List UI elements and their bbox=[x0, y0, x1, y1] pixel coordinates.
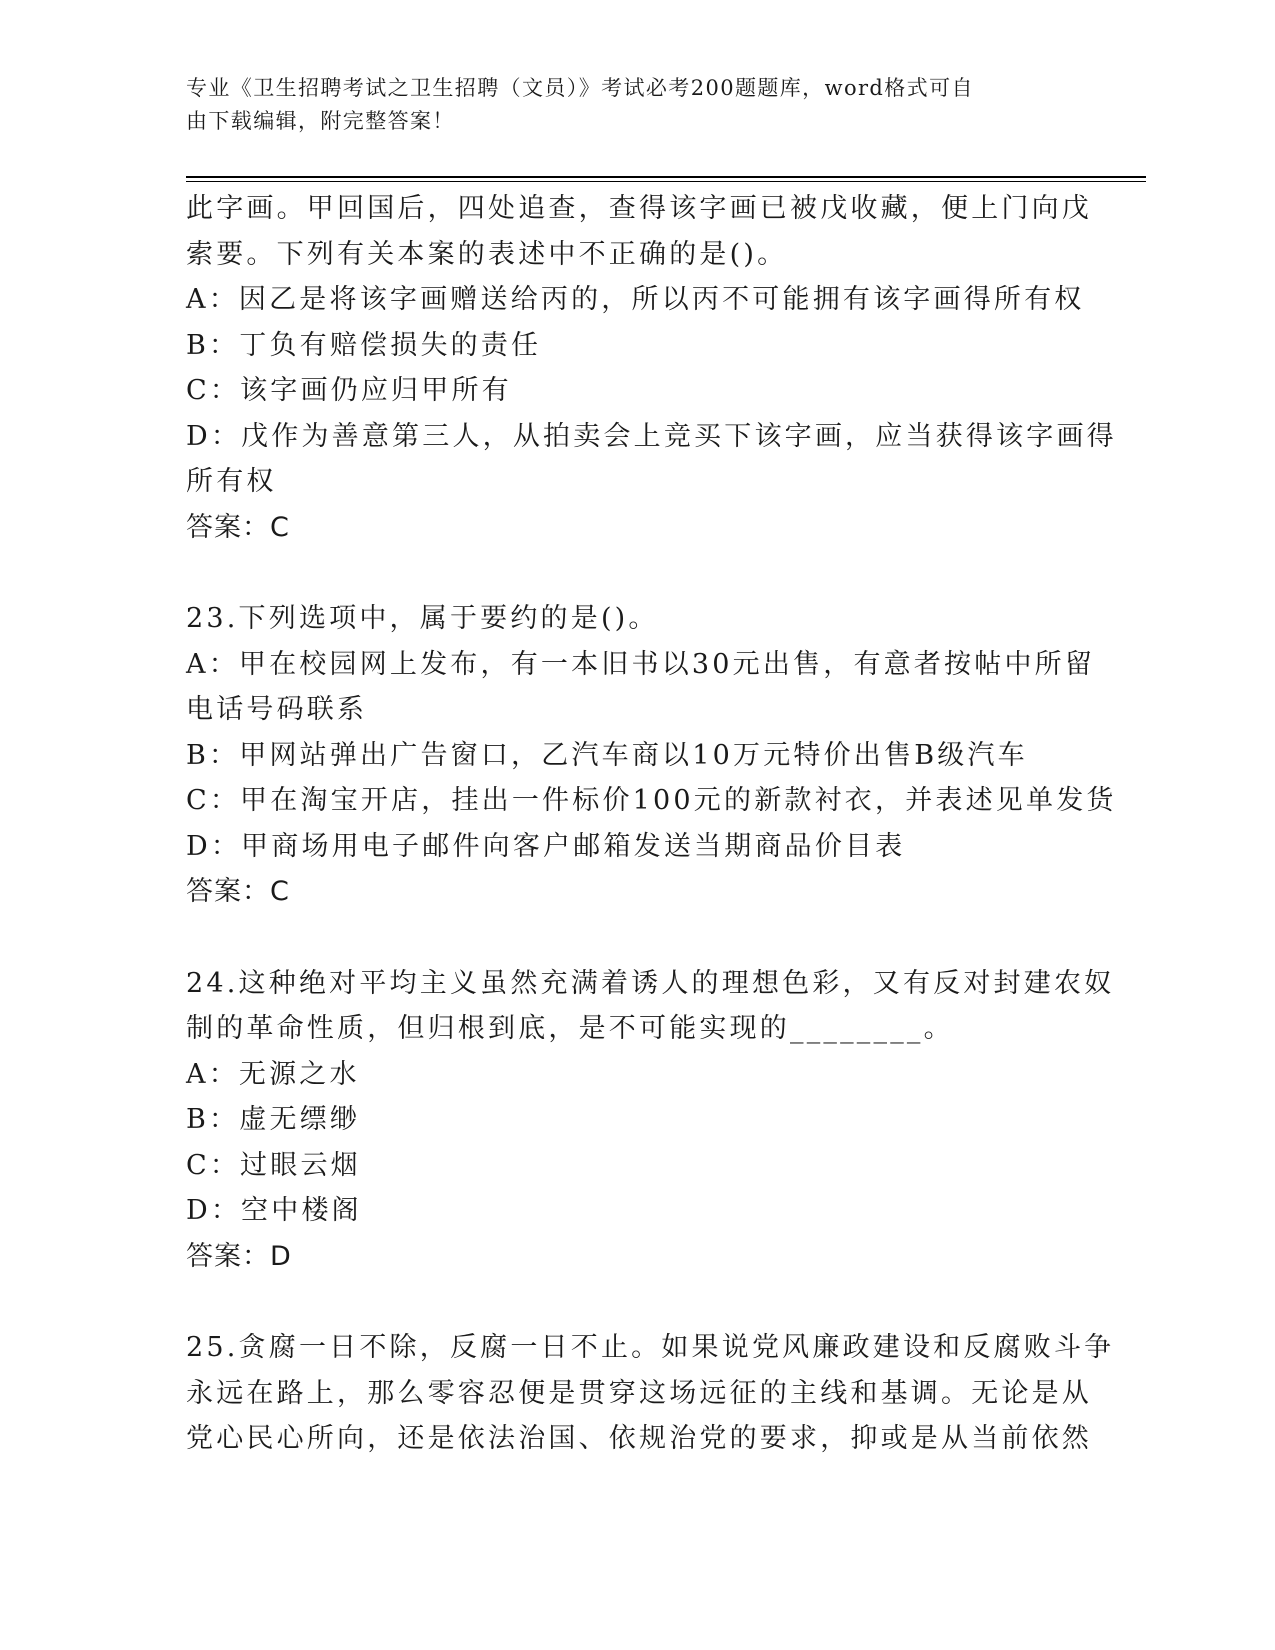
question-24 bbox=[186, 961, 1115, 1280]
option-d: D：甲商场用电子邮件向客户邮箱发送当期商品价目表 bbox=[186, 830, 906, 862]
question-stem-line: 24.这种绝对平均主义虽然充满着诱人的理想色彩，又有反对封建农奴 bbox=[186, 967, 1115, 999]
option-b: B：甲网站弹出广告窗口，乙汽车商以10万元特价出售B级汽车 bbox=[186, 739, 1028, 771]
question-25 bbox=[186, 1325, 1115, 1462]
answer-label: 答案：D bbox=[186, 1240, 292, 1272]
option-c: C：过眼云烟 bbox=[186, 1149, 361, 1181]
option-d: D：空中楼阁 bbox=[186, 1195, 362, 1226]
header-rule-thick bbox=[186, 176, 1146, 178]
option-d-continued: 所有权 bbox=[186, 466, 277, 497]
question-23 bbox=[186, 596, 1117, 915]
question-22 bbox=[186, 186, 1117, 550]
header-line-1: 专业《卫生招聘考试之卫生招聘（文员）》考试必考200题题库，word格式可自 bbox=[186, 76, 974, 100]
question-stem-line: 此字画。甲回国后，四处追查，查得该字画已被戊收藏，便上门向戊 bbox=[186, 193, 1092, 224]
option-d: D：戊作为善意第三人，从拍卖会上竞买下该字画，应当获得该字画得 bbox=[186, 420, 1117, 452]
question-stem-line: 索要。下列有关本案的表述中不正确的是()。 bbox=[186, 238, 788, 270]
question-stem-line: 党心民心所向，还是依法治国、依规治党的要求，抑或是从当前依然 bbox=[186, 1423, 1092, 1454]
option-c: C：甲在淘宝开店，挂出一件标价100元的新款衬衣，并表述见单发货 bbox=[186, 785, 1117, 816]
question-spacer bbox=[186, 915, 1086, 961]
option-b: B：丁负有赔偿损失的责任 bbox=[186, 329, 542, 361]
question-stem-line: 23.下列选项中，属于要约的是()。 bbox=[186, 603, 659, 634]
question-spacer bbox=[186, 1279, 1086, 1325]
option-a-continued: 电话号码联系 bbox=[186, 694, 368, 725]
question-stem-line: 制的革命性质，但归根到底，是不可能实现的________。 bbox=[186, 1013, 954, 1044]
page-header bbox=[186, 72, 1066, 138]
answer-label: 答案：C bbox=[186, 511, 290, 543]
option-b: B：虚无缥缈 bbox=[186, 1104, 361, 1135]
question-spacer bbox=[186, 550, 1086, 596]
question-stem-line: 25.贪腐一日不除，反腐一日不止。如果说党风廉政建设和反腐败斗争 bbox=[186, 1332, 1115, 1363]
option-a: A：无源之水 bbox=[186, 1058, 360, 1090]
header-rule-thin bbox=[186, 181, 1146, 182]
question-content bbox=[186, 186, 1117, 1462]
option-a: A：甲在校园网上发布，有一本旧书以30元出售，有意者按帖中所留 bbox=[186, 648, 1096, 680]
option-c: C：该字画仍应归甲所有 bbox=[186, 375, 512, 406]
header-line-2: 由下载编辑，附完整答案！ bbox=[186, 109, 455, 133]
answer-label: 答案：C bbox=[186, 876, 290, 907]
option-a: A：因乙是将该字画赠送给丙的，所以丙不可能拥有该字画得所有权 bbox=[186, 284, 1085, 315]
question-stem-line: 永远在路上，那么零容忍便是贯穿这场远征的主线和基调。无论是从 bbox=[186, 1377, 1092, 1409]
